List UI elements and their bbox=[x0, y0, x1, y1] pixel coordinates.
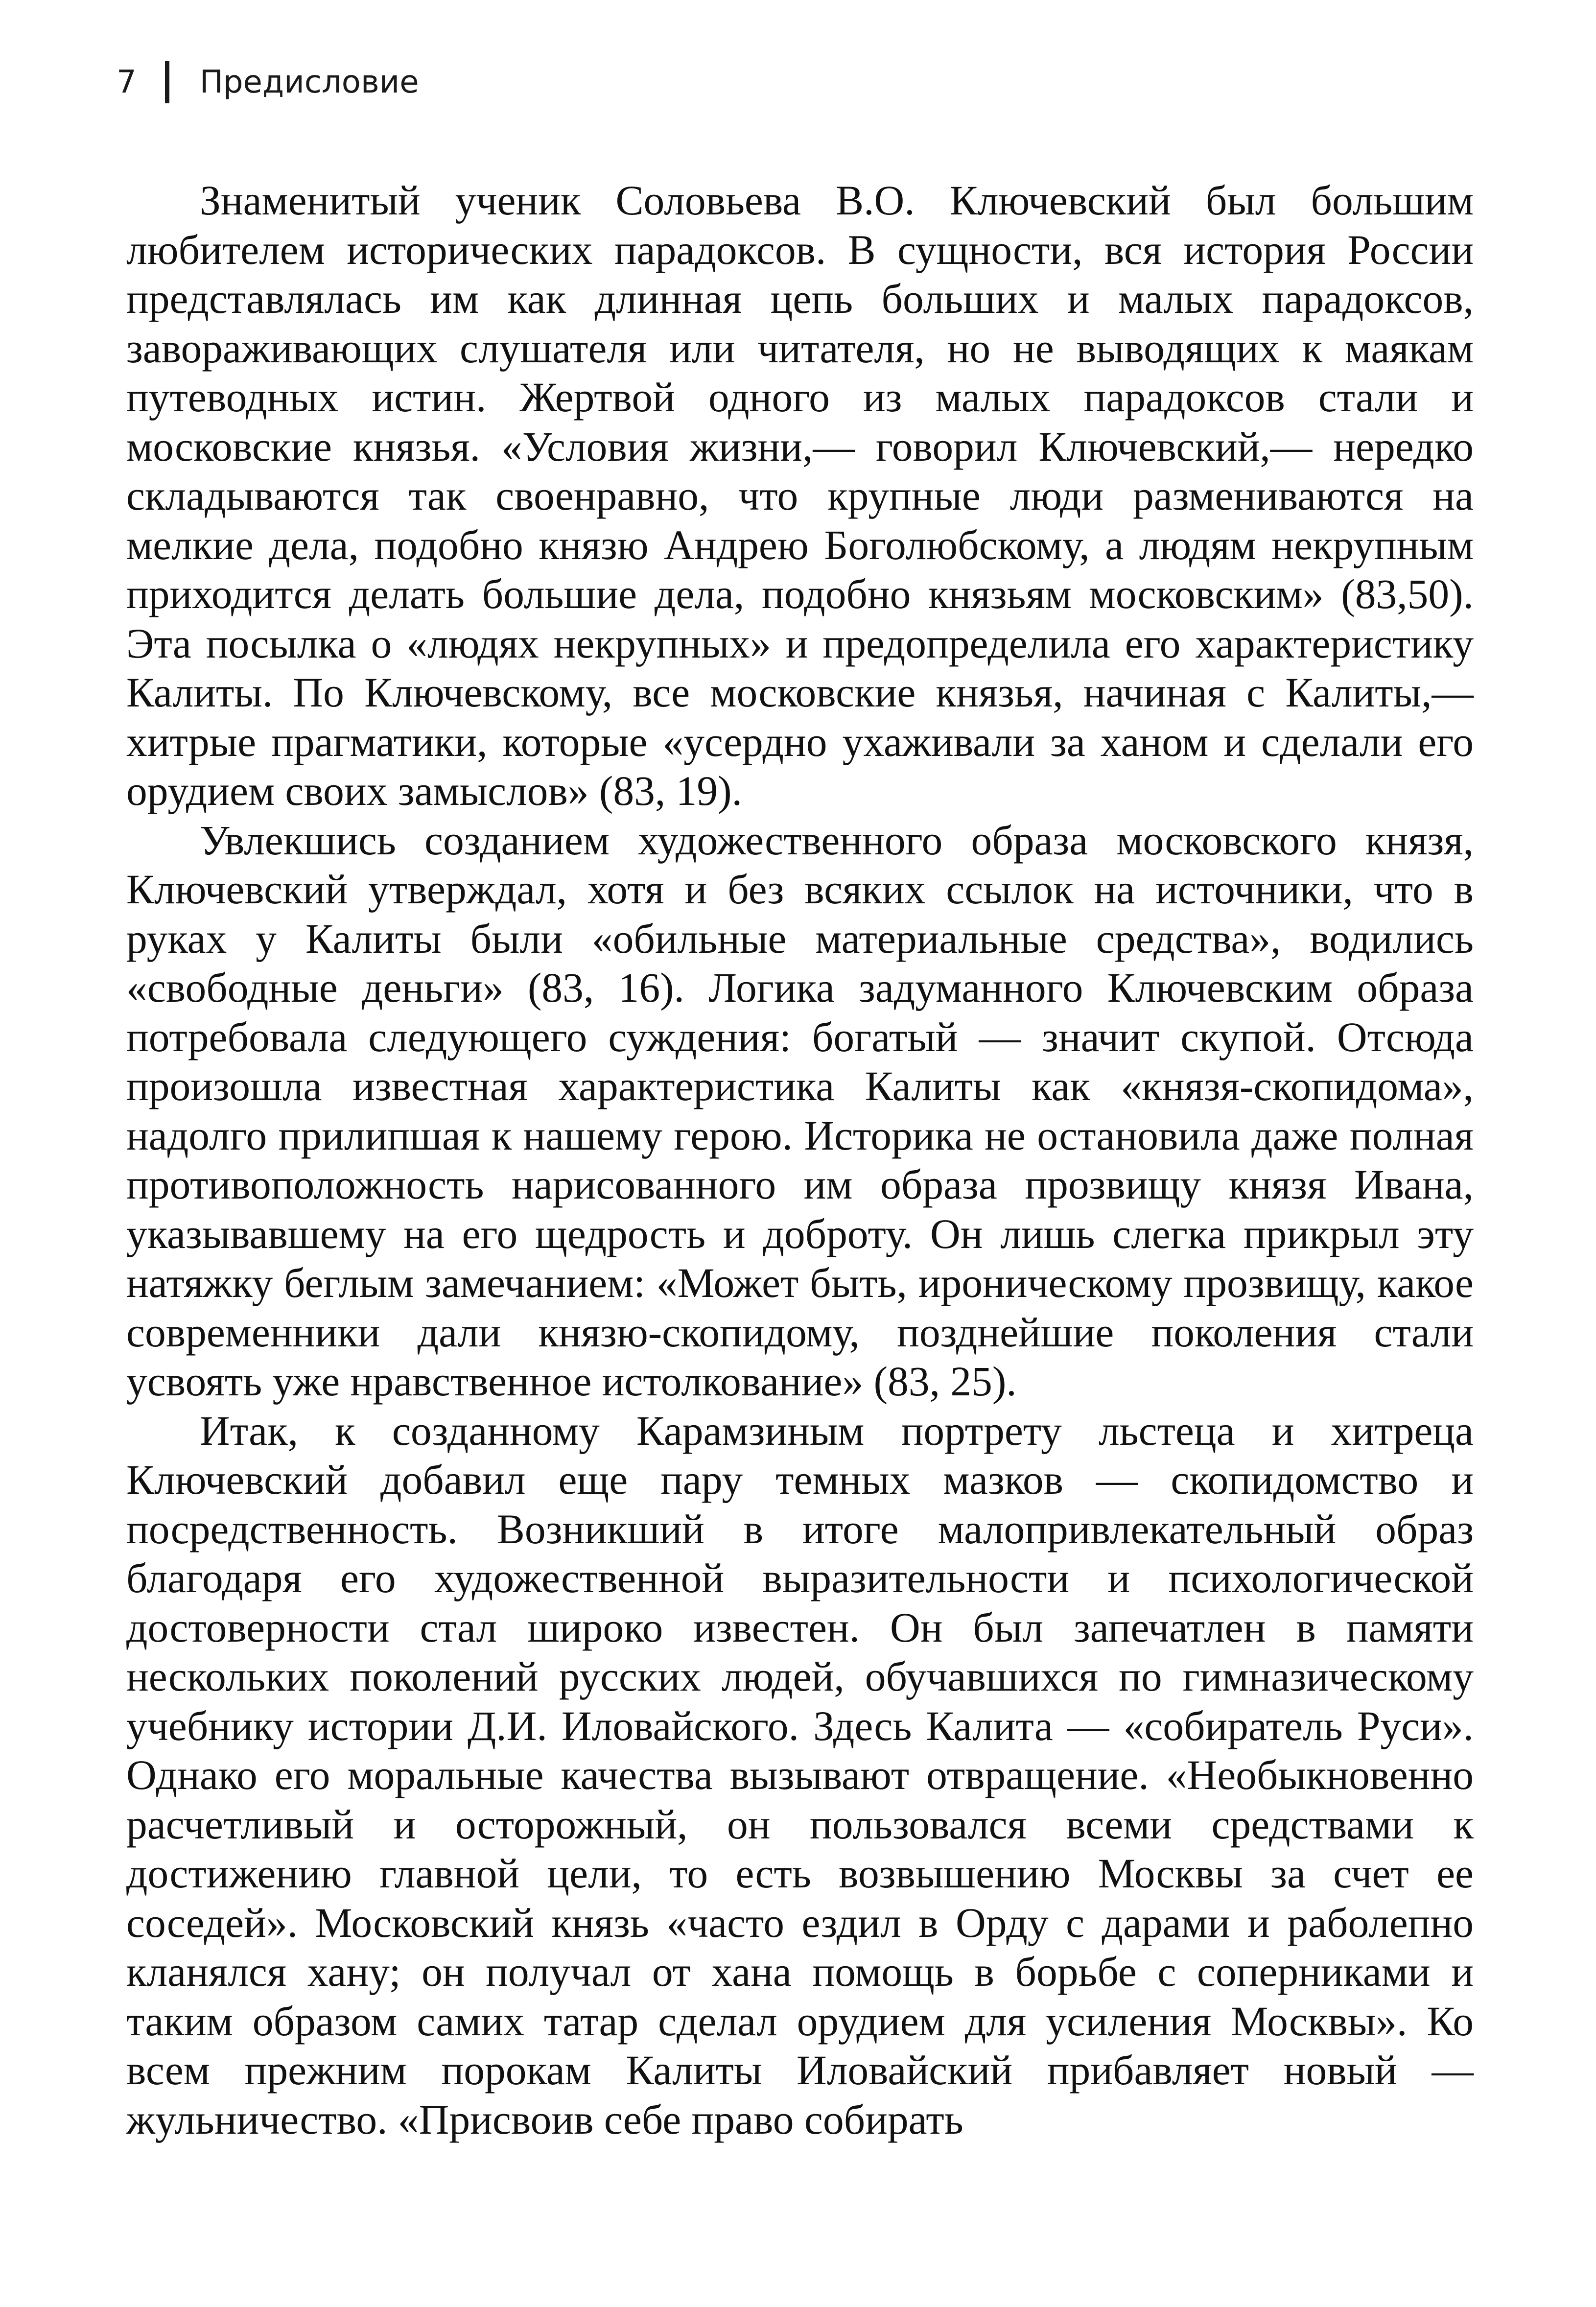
section-title: Предисловие bbox=[199, 64, 419, 100]
body-text bbox=[126, 176, 1474, 2144]
paragraph-3: Итак, к созданному Карамзиным портрету льстеца и хитреца Ключевский добавил еще пару темных мазков — скопидомство и посредственность. Возникший в итоге малопривлекательный образ благодаря его художественной выразительности и психологической достоверности стал широко известен. Он был запечатлен в памяти нескольких поколений русских людей, обучавшихся по гимназическому учебнику истории Д.И. Иловайского. Здесь Калита — «собиратель Руси». Однако его моральные качества вызывают отвращение. «Необыкновенно расчетливый и осторожный, он пользовался всеми средствами к достижению главной цели, то есть возвышению Москвы за счет ее соседей». Московский князь «часто ездил в Орду с дарами и раболепно кланялся хану; он получал от хана помощь в борьбе с соперниками и таким образом самих татар сделал орудием для усиления Москвы». Ко всем прежним порокам Калиты Иловайский прибавляет новый — жульничество. «Присвоив себе право собирать bbox=[126, 1408, 1474, 2143]
header-divider bbox=[165, 61, 169, 103]
running-header bbox=[117, 58, 419, 107]
paragraph-1: Знаменитый ученик Соловьева В.О. Ключевский был большим любителем исторических парадоксов. В сущности, вся история России представлялась им как длинная цепь больших и малых парадоксов, завораживающих слушателя или читателя, но не выводящих к маякам путеводных истин. Жертвой одного из малых парадоксов стали и московские князья. «Условия жизни,— говорил Ключевский,— нередко складываются так своенравно, что крупные люди размениваются на мелкие дела, подобно князю Андрею Боголюбскому, а людям некрупным приходится делать большие дела, подобно князьям московским» (83,50). Эта посылка о «людях некрупных» и предопределила его характеристику Калиты. По Ключевскому, все московские князья, начиная с Калиты,— хитрые прагматики, которые «усердно ухаживали за ханом и сделали его орудием своих замыслов» (83, 19). bbox=[126, 178, 1474, 814]
paragraph-2: Увлекшись созданием художественного образа московского князя, Ключевский утверждал, хотя и без всяких ссылок на источники, что в руках у Калиты были «обильные материальные средства», водились «свободные деньги» (83, 16). Логика задуманного Ключевским образа потребовала следующего суждения: богатый — значит скупой. Отсюда произошла известная характеристика Калиты как «князя-скопидома», надолго прилипшая к нашему герою. Историка не остановила даже полная противоположность нарисованного им образа прозвищу князя Ивана, указывавшему на его щедрость и доброту. Он лишь слегка прикрыл эту натяжку беглым замечанием: «Может быть, ироническому прозвищу, какое современники дали князю-скопидому, позднейшие поколения стали усвоять уже нравственное истолкование» (83, 25). bbox=[126, 817, 1474, 1405]
page-number: 7 bbox=[117, 64, 137, 100]
